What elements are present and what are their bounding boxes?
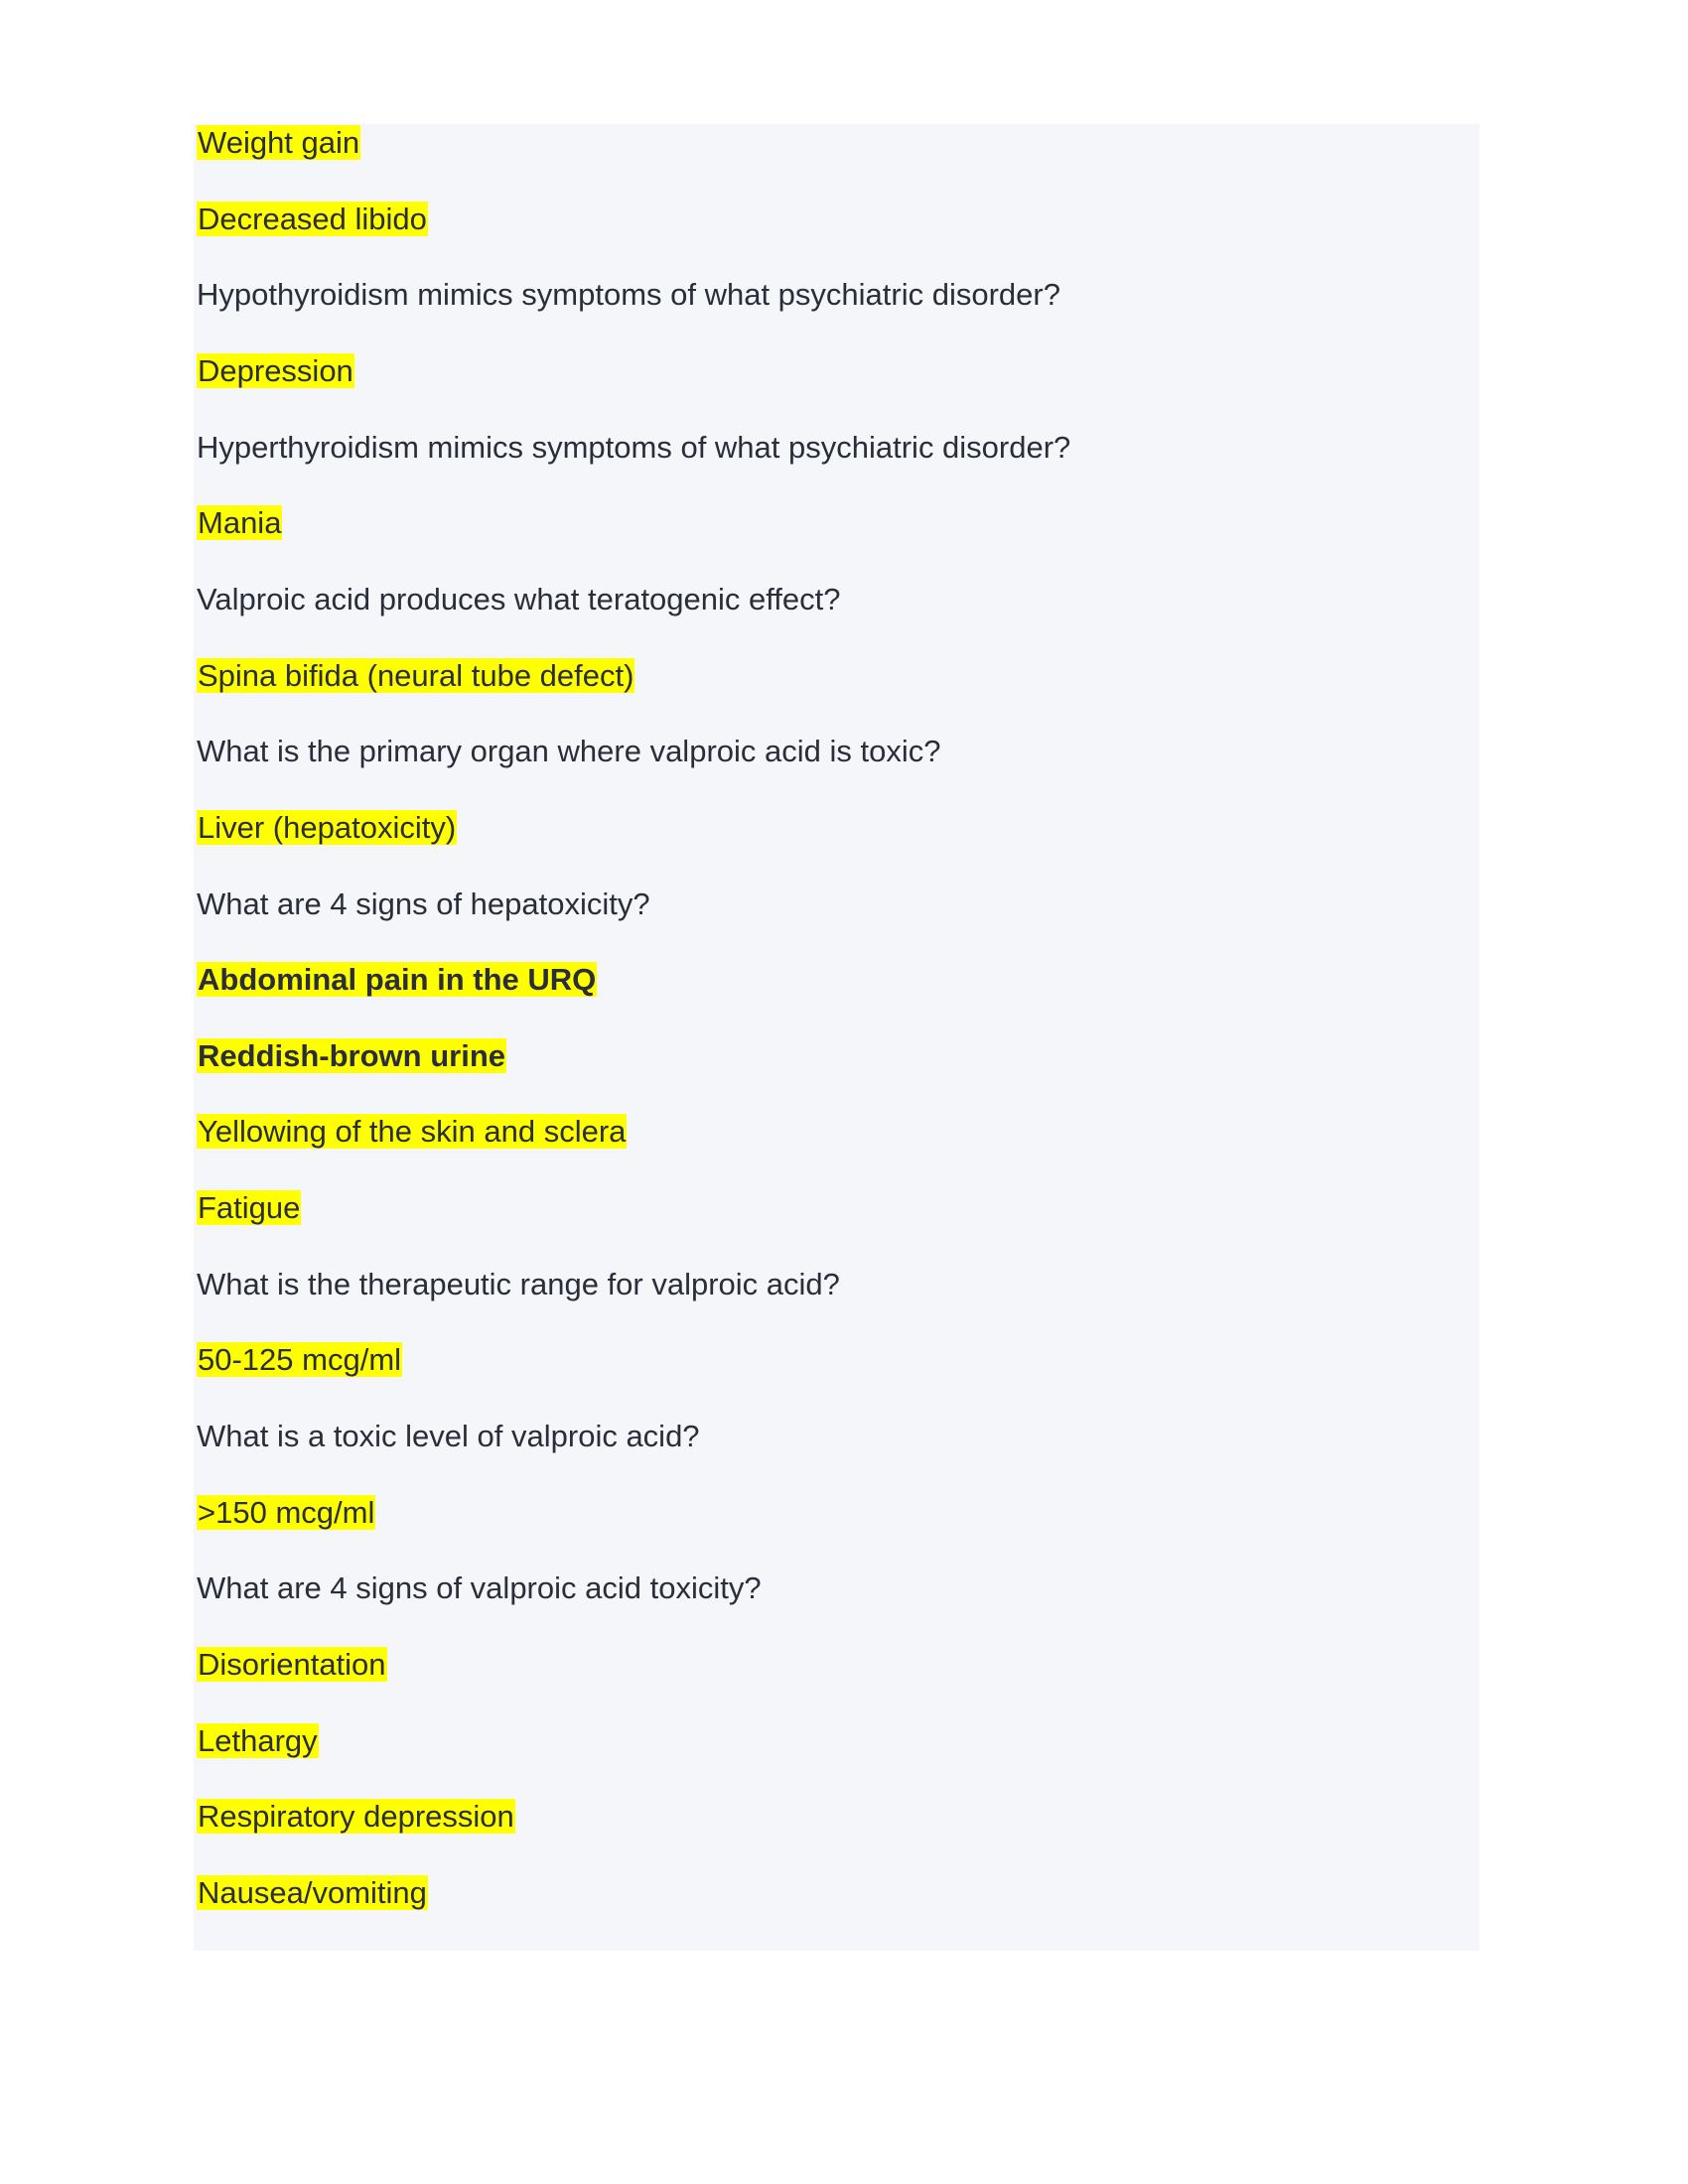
highlighted-text: Depression [198,352,353,388]
line-text: What is the primary organ where valproic acid is toxic? [197,734,941,769]
highlighted-text: Lethargy [198,1722,318,1758]
answer-line [197,657,634,695]
line-text: Hypothyroidism mimics symptoms of what psychiatric disorder? [197,277,1060,313]
answer-line [197,1189,301,1227]
highlighted-text: Spina bifida (neural tube defect) [198,657,634,693]
question-line [197,886,650,923]
answer-line [197,504,282,542]
line-text: What are 4 signs of valproic acid toxicity? [197,1570,762,1606]
document-content-panel [194,124,1479,1951]
highlighted-text: Reddish-brown urine [198,1037,505,1073]
line-text: Valproic acid produces what teratogenic effect? [197,581,841,616]
answer-line [197,1798,515,1836]
question-line [197,1570,762,1607]
question-line [197,1266,840,1303]
highlighted-text: Abdominal pain in the URQ [198,962,597,998]
highlighted-text: Mania [198,505,282,541]
highlighted-text: Fatigue [198,1190,301,1226]
answer-line [197,124,360,162]
answer-line [197,1037,506,1075]
answer-line [197,1494,375,1532]
highlighted-text: Respiratory depression [198,1799,514,1835]
line-text: What is the therapeutic range for valproic acid? [197,1266,840,1301]
answer-line [197,1874,428,1912]
highlighted-text: Liver (hepatoxicity) [198,809,457,845]
question-line [197,429,1070,467]
answer-line [197,1722,319,1760]
line-text: Hyperthyroidism mimics symptoms of what psychiatric disorder? [197,429,1071,465]
highlighted-text: Yellowing of the skin and sclera [198,1114,627,1150]
answer-line [197,201,428,238]
question-line [197,276,1060,314]
answer-line [197,961,597,999]
answer-line [197,1341,402,1379]
answer-line [197,1113,627,1151]
question-line [197,733,940,770]
line-text: What are 4 signs of hepatoxicity? [197,886,650,921]
highlighted-text: Nausea/vomiting [198,1874,427,1910]
highlighted-text: Decreased libido [198,201,427,236]
line-text: What is a toxic level of valproic acid? [197,1419,700,1454]
question-line [197,581,841,618]
highlighted-text: >150 mcg/ml [198,1494,375,1530]
answer-line [197,809,457,847]
highlighted-text: 50-125 mcg/ml [198,1342,402,1378]
highlighted-text: Disorientation [198,1647,386,1682]
answer-line [197,352,354,390]
answer-line [197,1646,387,1684]
highlighted-text: Weight gain [198,125,360,160]
question-line [197,1418,700,1455]
